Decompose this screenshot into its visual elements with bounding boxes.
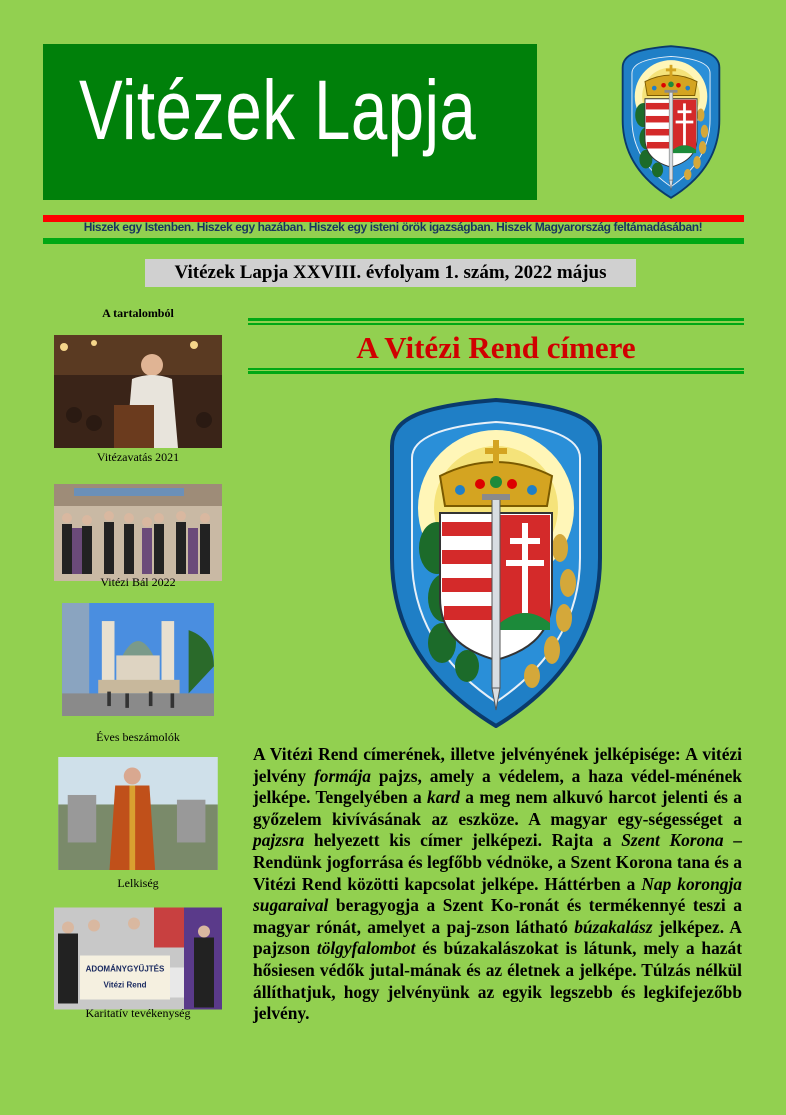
photo-vitezi-bal: [54, 476, 222, 589]
contents-heading: A tartalomból: [102, 306, 174, 320]
article-title: A Vitézi Rend címere: [356, 330, 636, 365]
caption-vitezi-bal: Vitézi Bál 2022: [100, 575, 176, 589]
masthead-title: Vitézek Lapja: [79, 63, 477, 157]
sign-text-1: ADOMÁNYGYŰJTÉS: [85, 964, 165, 974]
photo-vitezavatas: [54, 335, 222, 448]
title-rule-bottom-2: [248, 371, 744, 374]
caption-lelkiseg: Lelkiség: [117, 876, 159, 890]
masthead: [43, 44, 537, 200]
motto-bar-green: [43, 238, 744, 244]
order-crest-icon: [618, 40, 724, 204]
issue-line: Vitézek Lapja XXVIII. évfolyam 1. szám, 2022 május: [145, 259, 636, 287]
title-rule-top-1: [248, 318, 744, 321]
sign-text-2: Vitézi Rend: [103, 980, 147, 990]
caption-karitativ: Karitatív tevékenység: [85, 1006, 191, 1020]
motto: Hiszek egy Istenben. Hiszek egy hazában. Hiszek egy isteni örök igazságban. Hiszek Magyarország feltámadásában!: [83, 220, 703, 234]
caption-eves-beszamolok: Éves beszámolók: [96, 730, 180, 744]
title-rule-top-2: [248, 323, 744, 325]
vitezi-rend-crest-icon: [382, 398, 610, 728]
photo-karitativ: [54, 902, 222, 1015]
photo-lelkiseg: [54, 757, 222, 870]
title-rule-bottom-1: [248, 368, 744, 370]
caption-vitezavatas: Vitézavatás 2021: [96, 450, 180, 464]
article-body: A Vitézi Rend címerének, illetve jelvényének jelképisége: A vitézi jelvény formája pajzs, amely a védelem, a haza védel-ménének jelképe. Tengelyében a kard a meg nem alkuvó harcot jelenti és a győzelem kivívásának az eszköze. A magyar egy-ségességet a pajzsra helyezett kis címer jelképezi. Rajta a Szent Korona – Rendünk jogforrása és legfőbb védnöke, a Szent Korona tana és a Vitézi Rend közötti kapcsolat jelképe. Háttérben a Nap korongja sugaraival beragyogja a Szent Ko-ronát és termékennyé teszi a magyar rónát, amelyet a paj-zson látható búzakalász jelképez. A pajzson tölgyfalombot és búzakalászokat is látunk, mely a hazát hősiesen védők jutal-mának és az életnek a jelképe. Túlzás nélkül állíthatjuk, hogy jelvényünk az egyik legszebb és legkifejezőbb jelvény.: [253, 744, 743, 1024]
photo-eves-beszamolok: [54, 603, 222, 716]
